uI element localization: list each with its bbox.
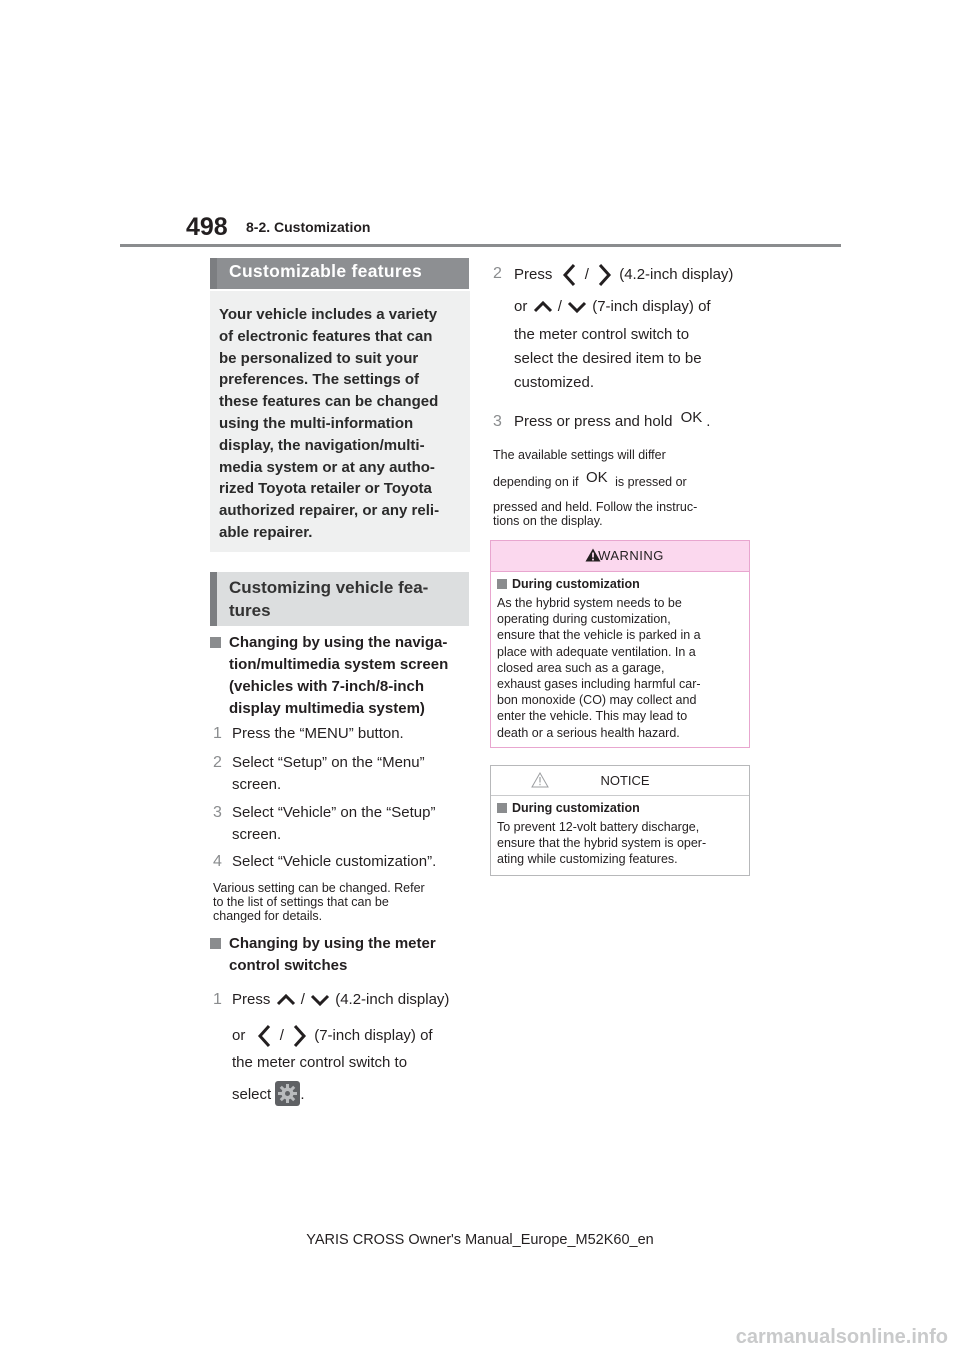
note-line: tions on the display. — [493, 514, 603, 528]
warning-line: exhaust gases including harmful car- — [497, 677, 701, 692]
intro-line: Your vehicle includes a variety — [219, 306, 438, 323]
multimedia-step-4 — [213, 851, 473, 873]
notice-title — [497, 800, 743, 817]
warning-box — [490, 540, 750, 748]
step-line: select the desired item to be — [514, 350, 702, 367]
step-text: (7-inch display) of — [314, 1026, 433, 1044]
meter-step-1 — [213, 989, 478, 1106]
step-number: 1 — [213, 725, 222, 742]
meter-subheading — [210, 933, 480, 977]
page-number: 498 — [186, 213, 228, 241]
notice-line: ating while customizing features. — [497, 852, 678, 867]
intro-line: able repairer. — [219, 523, 313, 541]
chevron-up-icon — [532, 300, 554, 314]
ok-button-icon: OK — [585, 469, 608, 486]
notice-triangle-icon — [531, 772, 549, 788]
intro-line: these features can be changed — [219, 393, 439, 411]
step-number: 2 — [213, 754, 222, 771]
meter-step-3 — [493, 411, 758, 433]
note-line: to the list of settings that can be — [213, 895, 389, 909]
multimedia-step-1 — [213, 723, 473, 745]
chevron-down-icon — [566, 300, 588, 314]
intro-line: media system or at any autho- — [219, 458, 435, 476]
note-text: is pressed or — [615, 475, 687, 489]
step-number: 1 — [213, 991, 222, 1008]
chevron-down-icon — [309, 993, 331, 1007]
multimedia-step-2 — [213, 752, 473, 796]
note-line: Various setting can be changed. Refer — [213, 881, 425, 895]
notice-header — [491, 766, 749, 796]
intro-line: of electronic features that can — [219, 327, 433, 345]
step-text: Press — [514, 265, 553, 283]
step-text: (4.2-inch display) — [619, 265, 734, 283]
step-number: 4 — [213, 853, 222, 870]
warning-line: bon monoxide (CO) may collect and — [497, 693, 697, 708]
warning-line: operating during customization, — [497, 612, 671, 627]
subheading-line: tion/multimedia system screen — [229, 656, 449, 673]
slash-text: / — [279, 1026, 284, 1044]
chevron-right-icon — [593, 262, 615, 288]
step-text: or — [514, 298, 528, 315]
chevron-left-icon — [559, 262, 581, 288]
slash-text: / — [584, 265, 589, 283]
step-text: . — [706, 413, 711, 430]
step-line: Select “Vehicle customization”. — [232, 853, 437, 870]
watermark: carmanualsonline.info — [735, 1326, 948, 1348]
intro-box — [210, 291, 470, 552]
step-text: (7-inch display) of — [592, 298, 711, 315]
chevron-up-icon — [275, 993, 297, 1007]
intro-line: preferences. The settings of — [219, 371, 420, 389]
notice-label: NOTICE — [600, 773, 650, 788]
step-line: Select “Vehicle” on the “Setup” — [232, 804, 436, 821]
notice-box — [490, 765, 750, 876]
heading-line: tures — [229, 601, 271, 620]
intro-line: be personalized to suit your — [219, 349, 419, 367]
chevron-right-icon — [288, 1023, 310, 1049]
step-text: (4.2-inch display) — [335, 991, 450, 1008]
multimedia-note — [213, 881, 473, 923]
notice-line: ensure that the hybrid system is oper- — [497, 836, 707, 851]
multimedia-subheading — [210, 632, 480, 720]
warning-text — [497, 595, 743, 741]
header-rule — [120, 244, 841, 247]
chevron-left-icon — [254, 1023, 276, 1049]
subheading-line: Changing by using the naviga- — [229, 634, 448, 651]
square-bullet-icon — [210, 637, 221, 648]
warning-line: closed area such as a garage, — [497, 660, 665, 675]
warning-line: As the hybrid system needs to be — [497, 596, 682, 610]
note-line: changed for details. — [213, 909, 323, 923]
warning-title — [497, 576, 743, 593]
intro-line: rized Toyota retailer or Toyota — [219, 480, 432, 498]
square-bullet-icon — [497, 579, 507, 589]
notice-title-text: During customization — [512, 801, 640, 815]
step-number: 2 — [493, 265, 502, 282]
step-line: Press the “MENU” button. — [232, 725, 404, 742]
step-text: or — [232, 1026, 246, 1044]
warning-header — [491, 541, 749, 572]
step-line: the meter control switch to — [232, 1054, 408, 1071]
step-text: . — [300, 1086, 305, 1103]
step-text: Press or press and hold — [514, 413, 673, 430]
warning-label: WARNING — [598, 548, 664, 563]
step-line: screen. — [232, 776, 282, 793]
step-text: Press — [232, 991, 271, 1008]
step-number: 3 — [213, 804, 222, 821]
warning-line: ensure that the vehicle is parked in a — [497, 628, 701, 643]
note-text: depending on if — [493, 475, 579, 489]
warning-line: enter the vehicle. This may lead to — [497, 709, 688, 724]
square-bullet-icon — [210, 938, 221, 949]
step-line: screen. — [232, 826, 282, 843]
step-line: the meter control switch to — [514, 326, 690, 343]
notice-line: To prevent 12-volt battery discharge, — [497, 820, 700, 834]
warning-title-text: During customization — [512, 577, 640, 591]
note-line: pressed and held. Follow the instruc- — [493, 500, 698, 514]
intro-line: authorized repairer, or any reli- — [219, 502, 440, 520]
step-line: Select “Setup” on the “Menu” — [232, 754, 425, 771]
multimedia-step-3 — [213, 802, 473, 846]
subheading-line: (vehicles with 7-inch/8-inch — [229, 678, 425, 695]
step-text: select — [232, 1086, 272, 1103]
slash-text: / — [300, 991, 305, 1008]
meter-note — [493, 448, 753, 528]
step-line: customized. — [514, 374, 595, 391]
subheading-line: Changing by using the meter — [229, 935, 436, 952]
subheading-line: control switches — [229, 957, 348, 974]
ok-button-icon: OK — [680, 409, 703, 426]
intro-line: using the multi-information — [219, 414, 414, 432]
footer-manual-name: YARIS CROSS Owner's Manual_Europe_M52K60_en — [306, 1232, 654, 1248]
meter-step-2 — [493, 262, 758, 395]
square-bullet-icon — [497, 803, 507, 813]
customizable-features-heading: Customizable features — [210, 258, 469, 289]
note-line: The available settings will differ — [493, 448, 666, 462]
step-number: 3 — [493, 413, 502, 430]
settings-gear-icon — [275, 1081, 300, 1106]
customizing-vehicle-features-heading — [210, 572, 469, 626]
intro-line: display, the navigation/multi- — [219, 436, 425, 454]
slash-text: / — [557, 298, 562, 315]
warning-line: death or a serious health hazard. — [497, 725, 680, 740]
section-title: 8-2. Customization — [246, 219, 371, 235]
warning-line: place with adequate ventilation. In a — [497, 644, 696, 659]
notice-text — [497, 819, 743, 868]
heading-line: Customizing vehicle fea- — [229, 578, 429, 597]
subheading-line: display multimedia system) — [229, 700, 425, 717]
warning-triangle-icon — [585, 548, 601, 562]
